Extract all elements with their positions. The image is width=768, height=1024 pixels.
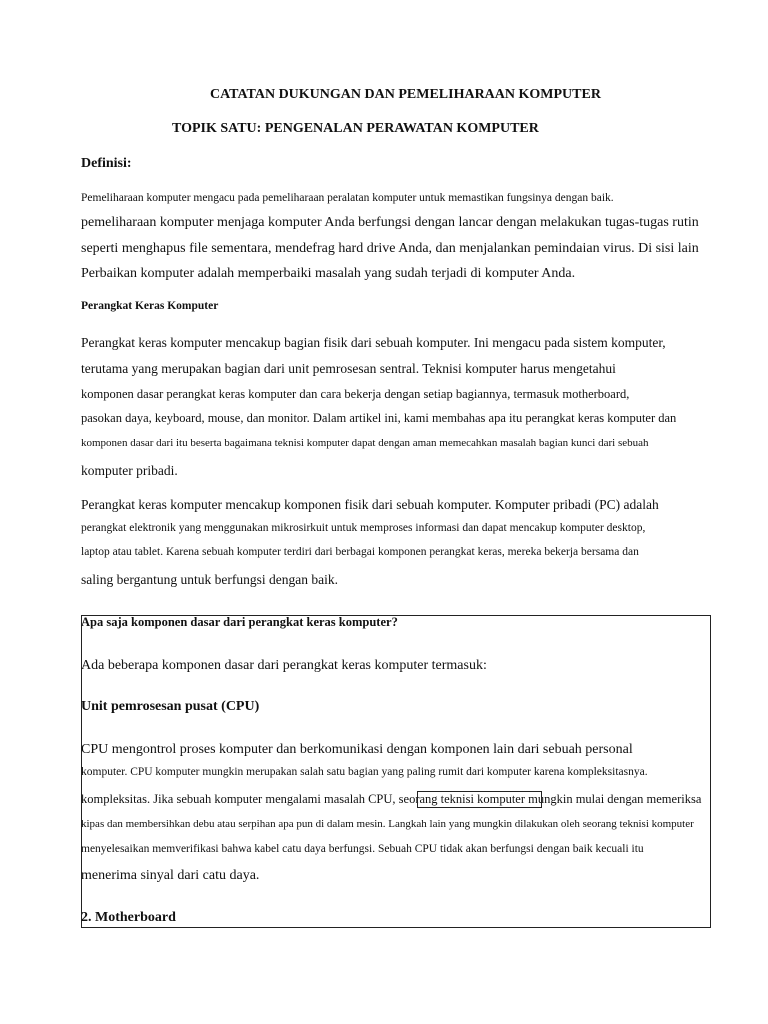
hardware-p2-line-1: Perangkat keras komputer mencakup komponen fisik dari sebuah komputer. Komputer pribadi (PC) adalah — [81, 497, 659, 512]
definisi-line-2: pemeliharaan komputer menjaga komputer Anda berfungsi dengan lancar dengan melakukan tugas-tugas rutin — [81, 215, 699, 230]
hardware-p1-line-5: komponen dasar dari itu beserta bagaimana teknisi komputer dapat dengan aman memecahkan masalah bagian kunci dari sebuah — [81, 437, 649, 449]
hardware-heading: Perangkat Keras Komputer — [81, 300, 219, 312]
definisi-line-4: Perbaikan komputer adalah memperbaiki masalah yang sudah terjadi di komputer Anda. — [81, 266, 576, 281]
hardware-p2-line-2: perangkat elektronik yang menggunakan mikrosirkuit untuk memproses informasi dan dapat mencakup komputer desktop, — [81, 522, 646, 534]
hardware-p1-line-4: pasokan daya, keyboard, mouse, dan monitor. Dalam artikel ini, kami membahas apa itu perangkat keras komputer dan — [81, 411, 677, 425]
definisi-line-3: seperti menghapus file sementara, mendefrag hard drive Anda, dan menjalankan pemindaian virus. Di sisi lain — [81, 241, 699, 256]
cpu-line-1: CPU mengontrol proses komputer dan berkomunikasi dengan komponen lain dari sebuah personal — [81, 742, 633, 757]
motherboard-heading: 2. Motherboard — [81, 910, 176, 925]
hardware-p1-line-6: komputer pribadi. — [81, 463, 178, 478]
hardware-p1-line-3: komponen dasar perangkat keras komputer dan cara bekerja dengan setiap bagiannya, termasuk motherboard, — [81, 387, 630, 401]
hardware-p2-line-3: laptop atau tablet. Karena sebuah komputer terdiri dari berbagai komponen perangkat keras, mereka bekerja bersama dan — [81, 546, 639, 558]
cpu-line-2: komputer. CPU komputer mungkin merupakan salah satu bagian yang paling rumit dari komputer karena kompleksitasnya. — [81, 766, 648, 778]
definisi-line-1: Pemeliharaan komputer mengacu pada pemeliharaan peralatan komputer untuk memastikan fungsinya dengan baik. — [81, 192, 614, 204]
cpu-line-3: kompleksitas. Jika sebuah komputer mengalami masalah CPU, seorang teknisi komputer mungkin mulai dengan memeriksa — [81, 792, 702, 806]
box-question: Apa saja komponen dasar dari perangkat keras komputer? — [81, 615, 398, 629]
cpu-line-5: menyelesaikan memverifikasi bahwa kabel catu daya berfungsi. Sebuah CPU tidak akan berfungsi dengan baik kecuali itu — [81, 843, 644, 855]
definisi-heading: Definisi: — [81, 156, 132, 171]
document-title: CATATAN DUKUNGAN DAN PEMELIHARAAN KOMPUTER — [210, 87, 601, 102]
hardware-p2-line-4: saling bergantung untuk berfungsi dengan baik. — [81, 572, 338, 587]
cpu-heading: Unit pemrosesan pusat (CPU) — [81, 699, 260, 714]
box-intro: Ada beberapa komponen dasar dari perangkat keras komputer termasuk: — [81, 658, 487, 673]
cpu-line-6: menerima sinyal dari catu daya. — [81, 868, 260, 883]
topic-heading: TOPIK SATU: PENGENALAN PERAWATAN KOMPUTER — [172, 121, 539, 136]
hardware-p1-line-1: Perangkat keras komputer mencakup bagian fisik dari sebuah komputer. Ini mengacu pada sistem komputer, — [81, 335, 666, 350]
text-selection-box — [417, 791, 542, 808]
hardware-p1-line-2: terutama yang merupakan bagian dari unit pemrosesan sentral. Teknisi komputer harus mengetahui — [81, 361, 616, 376]
cpu-line-4: kipas dan membersihkan debu atau serpihan apa pun di dalam mesin. Langkah lain yang mungkin dilakukan oleh seorang teknisi komputer — [81, 818, 694, 830]
